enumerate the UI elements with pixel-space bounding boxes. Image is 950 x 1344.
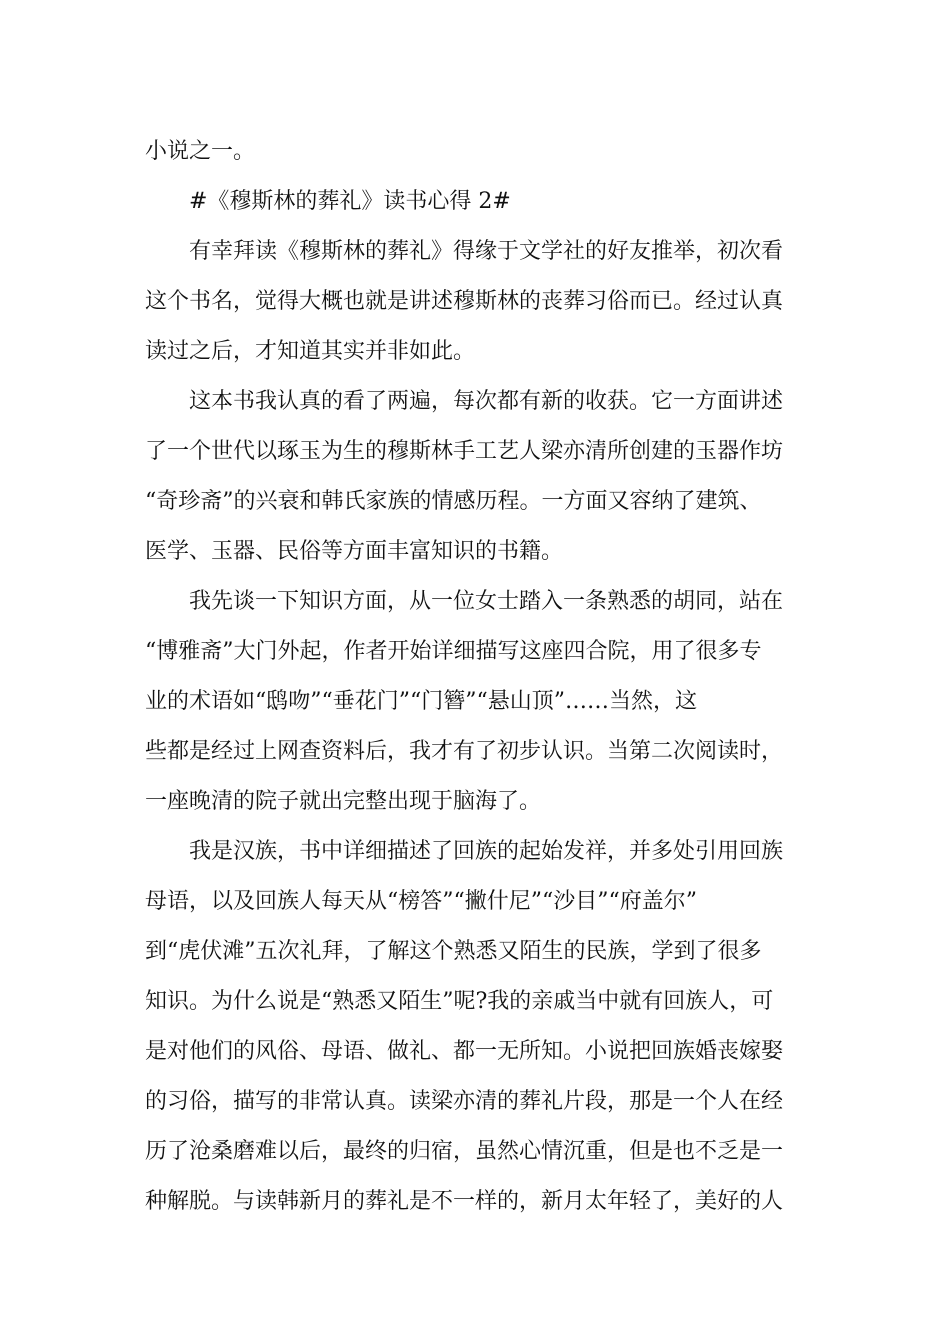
text-line: 种解脱。与读韩新月的葬礼是不一样的，新月太年轻了，美好的人 xyxy=(145,1189,784,1214)
text-line: 读过之后，才知道其实并非如此。 xyxy=(145,339,476,364)
text-line: 这个书名，觉得大概也就是讲述穆斯林的丧葬习俗而已。经过认真 xyxy=(145,289,784,314)
text-line: 些都是经过上网查资料后，我才有了初步认识。当第二次阅读时， xyxy=(145,739,784,764)
text-line: 医学、玉器、民俗等方面丰富知识的书籍。 xyxy=(145,539,564,564)
text-line: 知识。为什么说是“熟悉又陌生”呢?我的亲戚当中就有回族人，可 xyxy=(145,989,774,1014)
text-line: 有幸拜读《穆斯林的葬礼》得缘于文学社的好友推举，初次看 xyxy=(189,239,784,264)
text-line: 到“虎伏滩”五次礼拜，了解这个熟悉又陌生的民族，学到了很多 xyxy=(145,939,762,964)
text-line: “奇珍斋”的兴衰和韩氏家族的情感历程。一方面又容纳了建筑、 xyxy=(145,489,762,514)
text-line: 我是汉族，书中详细描述了回族的起始发祥，并多处引用回族 xyxy=(189,839,784,864)
section-heading: #《穆斯林的葬礼》读书心得 2# xyxy=(189,189,511,214)
text-line: 历了沧桑磨难以后，最终的归宿，虽然心情沉重，但是也不乏是一 xyxy=(145,1139,784,1164)
text-line: 业的术语如“鸱吻”“垂花门”“门簪”“悬山顶”……当然，这 xyxy=(145,689,697,714)
text-line: “博雅斋”大门外起，作者开始详细描写这座四合院，用了很多专 xyxy=(145,639,762,664)
text-line: 了一个世代以琢玉为生的穆斯林手工艺人梁亦清所创建的玉器作坊 xyxy=(145,439,784,464)
text-line: 我先谈一下知识方面，从一位女士踏入一条熟悉的胡同，站在 xyxy=(189,589,784,614)
text-line: 小说之一。 xyxy=(145,139,256,164)
text-line: 是对他们的风俗、母语、做礼、都一无所知。小说把回族婚丧嫁娶 xyxy=(145,1039,784,1064)
text-line: 母语，以及回族人每天从“榜答”“撇什尼”“沙目”“府盖尔” xyxy=(145,889,697,914)
text-line: 这本书我认真的看了两遍，每次都有新的收获。它一方面讲述 xyxy=(189,389,784,414)
text-line: 的习俗，描写的非常认真。读梁亦清的葬礼片段，那是一个人在经 xyxy=(145,1089,784,1114)
text-line: 一座晚清的院子就出完整出现于脑海了。 xyxy=(145,789,542,814)
